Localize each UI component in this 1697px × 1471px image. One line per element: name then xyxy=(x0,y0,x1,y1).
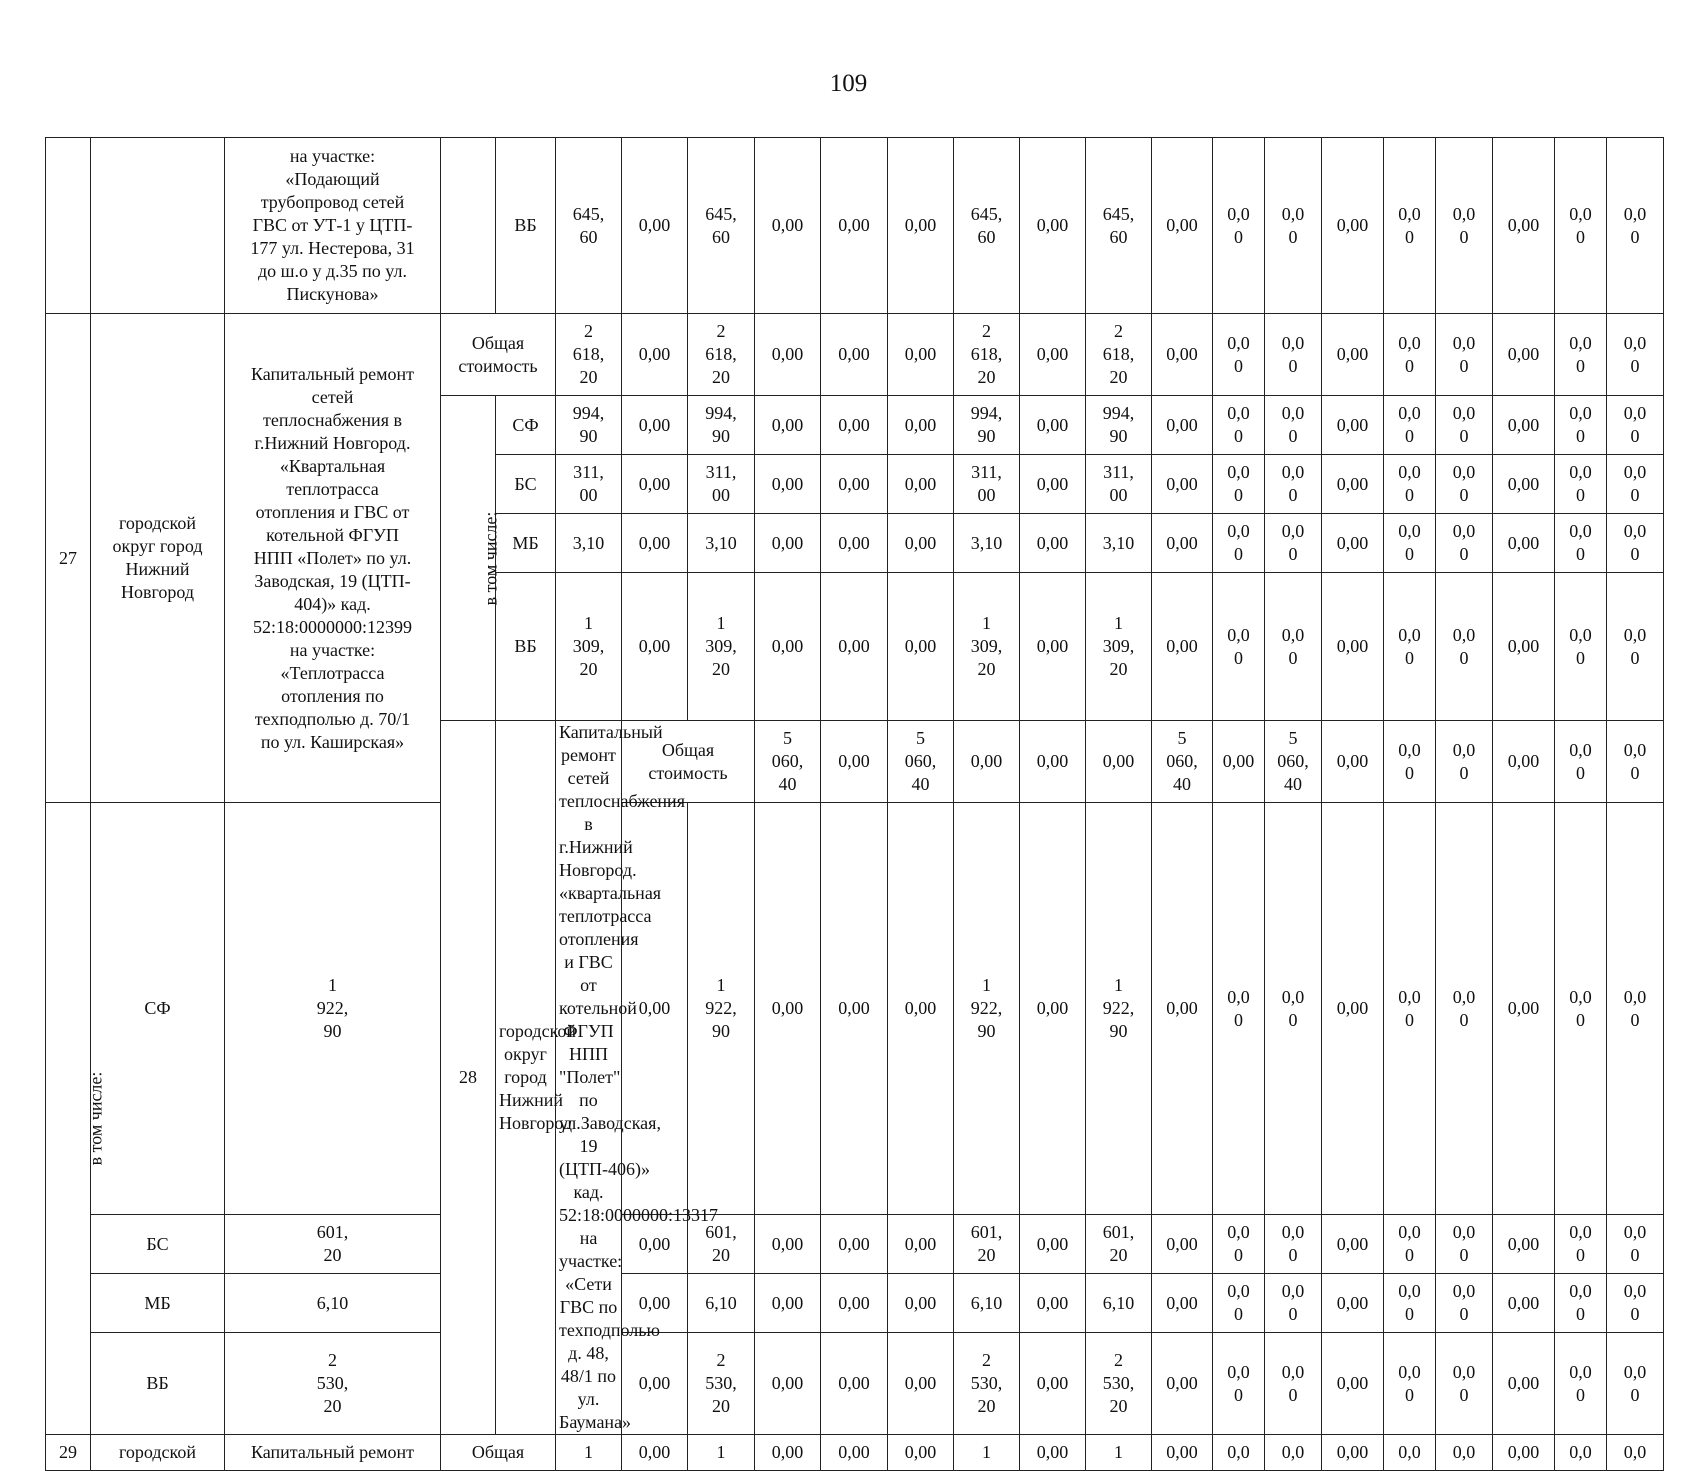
value-cell: 0,00 xyxy=(1493,1435,1555,1471)
value-cell: 0,00 xyxy=(1493,514,1555,573)
value-cell: 0,00 xyxy=(1493,721,1555,803)
value-cell: 0,00 xyxy=(1493,1333,1555,1435)
value-cell: 601, 20 xyxy=(225,1215,441,1274)
value-cell: 0,00 xyxy=(1322,1435,1384,1471)
row-28-sf xyxy=(46,803,1664,1215)
including-label-cell xyxy=(441,138,496,314)
value-cell: 0,00 xyxy=(1493,314,1555,396)
value-cell: 0,00 xyxy=(1152,396,1213,455)
district-cell: городской округ город Нижний Новгород xyxy=(91,314,225,803)
value-cell: 0,0 0 xyxy=(1607,314,1664,396)
value-cell: 0,00 xyxy=(821,803,888,1215)
value-cell: 0,00 xyxy=(622,314,688,396)
funding-source-cell: БС xyxy=(496,455,556,514)
value-cell: 0,00 xyxy=(888,573,954,721)
value-cell: 0,0 0 xyxy=(1607,455,1664,514)
value-cell: 1 922, 90 xyxy=(225,803,441,1215)
value-cell: 0,00 xyxy=(1020,514,1086,573)
value-cell: 0,00 xyxy=(1493,803,1555,1215)
value-cell: 0,00 xyxy=(1493,138,1555,314)
value-cell: 2 618, 20 xyxy=(556,314,622,396)
value-cell: 0,00 xyxy=(755,138,821,314)
value-cell: 0,00 xyxy=(1213,721,1265,803)
value-cell: 0,0 0 xyxy=(1555,1333,1607,1435)
row-number-cell: 27 xyxy=(46,314,91,803)
value-cell: 0,0 0 xyxy=(1213,514,1265,573)
value-cell: 0,00 xyxy=(1322,721,1384,803)
row-28-mb xyxy=(46,1274,1664,1333)
row-28-bs xyxy=(46,1215,1664,1274)
value-cell: 0,0 0 xyxy=(1384,803,1436,1215)
value-cell: 994, 90 xyxy=(556,396,622,455)
funding-source-cell: БС xyxy=(91,1215,225,1274)
value-cell: 0,0 0 xyxy=(1213,396,1265,455)
including-label: в том числе: xyxy=(85,1071,106,1166)
row-continuation-vb xyxy=(46,138,1664,314)
value-cell: 601, 20 xyxy=(954,1215,1020,1274)
value-cell: 0,00 xyxy=(821,314,888,396)
value-cell: 0,0 0 xyxy=(1213,803,1265,1215)
value-cell: 6,10 xyxy=(954,1274,1020,1333)
value-cell: 0,00 xyxy=(821,514,888,573)
value-cell: 0,00 xyxy=(755,314,821,396)
value-cell: 5 060, 40 xyxy=(755,721,821,803)
value-cell: 0,00 xyxy=(821,1435,888,1471)
value-cell: 0,0 0 xyxy=(1436,455,1493,514)
value-cell: 0,0 0 xyxy=(1555,1215,1607,1274)
value-cell: 0,00 xyxy=(755,1435,821,1471)
value-cell: 0,0 0 xyxy=(1384,1215,1436,1274)
value-cell: 0,00 xyxy=(1322,455,1384,514)
value-cell: 0,00 xyxy=(888,1274,954,1333)
value-cell: 0,00 xyxy=(755,1215,821,1274)
value-cell: 0,00 xyxy=(888,455,954,514)
value-cell: 0,0 0 xyxy=(1265,1215,1322,1274)
value-cell: 3,10 xyxy=(1086,514,1152,573)
value-cell: 0,00 xyxy=(1020,573,1086,721)
value-cell: 0,00 xyxy=(1322,573,1384,721)
value-cell: 0,0 0 xyxy=(1555,455,1607,514)
value-cell: 1 xyxy=(1086,1435,1152,1471)
value-cell: 0,00 xyxy=(821,1333,888,1435)
value-cell: 0,00 xyxy=(755,455,821,514)
value-cell: 0,00 xyxy=(755,803,821,1215)
value-cell: 0,00 xyxy=(755,1333,821,1435)
value-cell: 0,00 xyxy=(1152,514,1213,573)
district-cell xyxy=(91,138,225,314)
value-cell: 0,00 xyxy=(622,1435,688,1471)
value-cell: 0,0 xyxy=(1555,1435,1607,1471)
value-cell: 311, 00 xyxy=(556,455,622,514)
value-cell: 0,00 xyxy=(888,314,954,396)
value-cell: 0,0 0 xyxy=(1384,573,1436,721)
value-cell: 0,00 xyxy=(1493,1215,1555,1274)
value-cell: 0,0 0 xyxy=(1607,138,1664,314)
value-cell: 0,0 0 xyxy=(1436,1274,1493,1333)
value-cell: 0,00 xyxy=(622,138,688,314)
value-cell: 0,00 xyxy=(1020,138,1086,314)
value-cell: 0,00 xyxy=(1020,803,1086,1215)
value-cell: 0,0 0 xyxy=(1436,803,1493,1215)
value-cell: 0,0 0 xyxy=(1384,721,1436,803)
value-cell: 0,00 xyxy=(888,803,954,1215)
value-cell: 645, 60 xyxy=(556,138,622,314)
value-cell: 0,0 0 xyxy=(1555,314,1607,396)
value-cell: 0,0 0 xyxy=(1265,138,1322,314)
value-cell: 994, 90 xyxy=(954,396,1020,455)
value-cell: 0,0 0 xyxy=(1555,573,1607,721)
value-cell: 1 922, 90 xyxy=(688,803,755,1215)
value-cell: 0,0 0 xyxy=(1213,455,1265,514)
value-cell: 0,00 xyxy=(1322,1215,1384,1274)
value-cell: 0,00 xyxy=(1322,138,1384,314)
value-cell: 0,0 0 xyxy=(1384,1274,1436,1333)
value-cell: 0,0 0 xyxy=(1384,455,1436,514)
value-cell: 5 060, 40 xyxy=(888,721,954,803)
value-cell: 0,00 xyxy=(1020,314,1086,396)
value-cell: 645, 60 xyxy=(954,138,1020,314)
value-cell: 0,0 0 xyxy=(1436,396,1493,455)
value-cell: 0,0 0 xyxy=(1436,1215,1493,1274)
value-cell: 0,0 0 xyxy=(1384,138,1436,314)
value-cell: 0,0 xyxy=(1607,1435,1664,1471)
value-cell: 0,0 0 xyxy=(1265,455,1322,514)
value-cell: 1 309, 20 xyxy=(954,573,1020,721)
value-cell: 3,10 xyxy=(556,514,622,573)
funding-source-cell: СФ xyxy=(91,803,225,1215)
value-cell: 1 xyxy=(688,1435,755,1471)
value-cell: 0,00 xyxy=(1322,314,1384,396)
value-cell: 0,00 xyxy=(1152,314,1213,396)
row-number-cell: 29 xyxy=(46,1435,91,1471)
value-cell: 0,0 0 xyxy=(1265,1274,1322,1333)
value-cell: 0,00 xyxy=(1152,1274,1213,1333)
value-cell: 311, 00 xyxy=(1086,455,1152,514)
value-cell: 0,00 xyxy=(1322,1333,1384,1435)
value-cell: 0,00 xyxy=(888,1215,954,1274)
value-cell: 0,00 xyxy=(821,573,888,721)
value-cell: 0,00 xyxy=(821,1215,888,1274)
row-number-cell xyxy=(46,138,91,314)
value-cell: 0,00 xyxy=(1152,138,1213,314)
value-cell: 311, 00 xyxy=(954,455,1020,514)
value-cell: 0,00 xyxy=(1322,514,1384,573)
value-cell: 2 618, 20 xyxy=(1086,314,1152,396)
row-number-cell: 28 xyxy=(441,721,496,1435)
value-cell: 0,00 xyxy=(821,1274,888,1333)
value-cell: 0,00 xyxy=(622,455,688,514)
value-cell: 0,0 0 xyxy=(1213,1274,1265,1333)
value-cell: 3,10 xyxy=(954,514,1020,573)
value-cell: 0,00 xyxy=(1152,803,1213,1215)
value-cell: 0,0 0 xyxy=(1555,803,1607,1215)
value-cell: 0,00 xyxy=(1493,573,1555,721)
value-cell: 0,00 xyxy=(821,721,888,803)
value-cell: 0,0 0 xyxy=(1607,573,1664,721)
value-cell: 0,0 0 xyxy=(1265,573,1322,721)
value-cell: 0,00 xyxy=(1152,573,1213,721)
value-cell: 0,00 xyxy=(1152,455,1213,514)
value-cell: 2 530, 20 xyxy=(1086,1333,1152,1435)
value-cell: 5 060, 40 xyxy=(1265,721,1322,803)
value-cell: 0,00 xyxy=(755,573,821,721)
value-cell: 0,0 0 xyxy=(1555,721,1607,803)
value-cell: 0,00 xyxy=(821,455,888,514)
value-cell: 0,00 xyxy=(622,803,688,1215)
value-cell: 1 xyxy=(954,1435,1020,1471)
value-cell: 311, 00 xyxy=(688,455,755,514)
funding-source-cell: МБ xyxy=(496,514,556,573)
value-cell: 0,0 0 xyxy=(1607,514,1664,573)
value-cell: 0,00 xyxy=(1493,396,1555,455)
value-cell: 1 922, 90 xyxy=(954,803,1020,1215)
value-cell: 0,00 xyxy=(755,514,821,573)
financing-table xyxy=(45,137,1664,1471)
value-cell: 0,0 0 xyxy=(1213,573,1265,721)
value-cell: 0,00 xyxy=(1020,721,1086,803)
value-cell: 0,0 xyxy=(1436,1435,1493,1471)
value-cell: 0,00 xyxy=(622,396,688,455)
value-cell: 601, 20 xyxy=(1086,1215,1152,1274)
value-cell: 0,00 xyxy=(1020,1215,1086,1274)
value-cell: 0,0 0 xyxy=(1265,803,1322,1215)
district-cell: городской округ город Нижний Новгород xyxy=(496,721,556,1435)
value-cell: 0,0 0 xyxy=(1384,514,1436,573)
value-cell: 0,00 xyxy=(888,1333,954,1435)
value-cell: 0,00 xyxy=(1152,1215,1213,1274)
value-cell: 0,00 xyxy=(821,396,888,455)
including-label: в том числе: xyxy=(480,511,501,605)
value-cell: 0,00 xyxy=(1152,1333,1213,1435)
row-27-total xyxy=(46,314,1664,396)
value-cell: 6,10 xyxy=(1086,1274,1152,1333)
funding-source-cell: ВБ xyxy=(91,1333,225,1435)
value-cell: 0,0 xyxy=(1213,1435,1265,1471)
value-cell: 0,0 0 xyxy=(1555,514,1607,573)
value-cell: 0,0 0 xyxy=(1436,138,1493,314)
value-cell: 0,0 0 xyxy=(1555,138,1607,314)
value-cell: 0,0 0 xyxy=(1213,1333,1265,1435)
value-cell: 0,00 xyxy=(622,573,688,721)
value-cell: 0,0 0 xyxy=(1265,396,1322,455)
object-name-cell: Капитальный ремонт сетей теплоснабжения в г.Нижний Новгород. «Квартальная теплотрасса отопления и ГВС от котельной ФГУП НПП «Полет» по ул. Заводская, 19 (ЦТП- 404)» кад. 52:18:0000000:12399 на участке: «Теплотрасса отопления по техподполью д. 70/1 по ул. Каширская» xyxy=(225,314,441,803)
value-cell: 2 618, 20 xyxy=(688,314,755,396)
object-name-cell: Капитальный ремонт xyxy=(225,1435,441,1471)
value-cell: 0,00 xyxy=(1020,455,1086,514)
value-cell: 0,0 0 xyxy=(1213,1215,1265,1274)
value-cell: 0,0 xyxy=(1384,1435,1436,1471)
value-cell: 0,00 xyxy=(622,1333,688,1435)
value-cell: 0,0 0 xyxy=(1555,1274,1607,1333)
value-cell: 0,0 0 xyxy=(1436,314,1493,396)
value-cell: 994, 90 xyxy=(1086,396,1152,455)
value-cell: 2 530, 20 xyxy=(688,1333,755,1435)
total-cost-label: Общая xyxy=(441,1435,556,1471)
value-cell: 1 309, 20 xyxy=(556,573,622,721)
row-28-vb xyxy=(46,1333,1664,1435)
value-cell: 0,00 xyxy=(1020,1435,1086,1471)
row-29-total xyxy=(46,1435,1664,1471)
value-cell: 0,0 0 xyxy=(1436,1333,1493,1435)
including-label-cell xyxy=(46,803,106,1435)
total-cost-label: Общая стоимость xyxy=(622,721,755,803)
value-cell: 2 618, 20 xyxy=(954,314,1020,396)
value-cell: 0,00 xyxy=(1020,1274,1086,1333)
funding-source-cell: СФ xyxy=(496,396,556,455)
value-cell: 0,00 xyxy=(622,1274,688,1333)
value-cell: 0,0 0 xyxy=(1213,314,1265,396)
value-cell: 0,00 xyxy=(755,396,821,455)
value-cell: 0,00 xyxy=(1020,1333,1086,1435)
funding-source-cell: ВБ xyxy=(496,138,556,314)
value-cell: 0,0 0 xyxy=(1265,514,1322,573)
value-cell: 645, 60 xyxy=(688,138,755,314)
value-cell: 1 xyxy=(556,1435,622,1471)
value-cell: 0,00 xyxy=(1020,396,1086,455)
value-cell: 5 060, 40 xyxy=(1152,721,1213,803)
value-cell: 0,0 0 xyxy=(1384,314,1436,396)
value-cell: 0,0 0 xyxy=(1265,314,1322,396)
value-cell: 0,00 xyxy=(821,138,888,314)
value-cell: 0,00 xyxy=(1152,1435,1213,1471)
district-cell: городской xyxy=(91,1435,225,1471)
value-cell: 6,10 xyxy=(688,1274,755,1333)
value-cell: 0,00 xyxy=(1322,803,1384,1215)
value-cell: 0,0 0 xyxy=(1607,396,1664,455)
value-cell: 0,0 0 xyxy=(1436,721,1493,803)
value-cell: 0,00 xyxy=(1322,396,1384,455)
value-cell: 0,00 xyxy=(755,1274,821,1333)
value-cell: 6,10 xyxy=(225,1274,441,1333)
value-cell: 601, 20 xyxy=(688,1215,755,1274)
value-cell: 0,00 xyxy=(888,514,954,573)
value-cell: 1 309, 20 xyxy=(1086,573,1152,721)
value-cell: 0,00 xyxy=(888,396,954,455)
value-cell: 0,0 0 xyxy=(1607,1215,1664,1274)
value-cell: 0,00 xyxy=(954,721,1020,803)
value-cell: 3,10 xyxy=(688,514,755,573)
value-cell: 0,00 xyxy=(1493,1274,1555,1333)
value-cell: 0,00 xyxy=(622,1215,688,1274)
total-cost-label: Общая стоимость xyxy=(441,314,556,396)
value-cell: 0,00 xyxy=(622,514,688,573)
value-cell: 2 530, 20 xyxy=(225,1333,441,1435)
value-cell: 0,0 0 xyxy=(1384,396,1436,455)
value-cell: 0,00 xyxy=(1493,455,1555,514)
funding-source-cell: ВБ xyxy=(496,573,556,721)
object-name-cell: на участке: «Подающий трубопровод сетей ГВС от УТ-1 у ЦТП- 177 ул. Нестерова, 31 до ш.о у д.35 по ул. Пискунова» xyxy=(225,138,441,314)
value-cell: 0,0 0 xyxy=(1555,396,1607,455)
value-cell: 0,00 xyxy=(888,1435,954,1471)
value-cell: 0,0 0 xyxy=(1607,1274,1664,1333)
value-cell: 0,0 0 xyxy=(1607,721,1664,803)
value-cell: 0,0 0 xyxy=(1384,1333,1436,1435)
value-cell: 645, 60 xyxy=(1086,138,1152,314)
value-cell: 0,0 0 xyxy=(1607,803,1664,1215)
value-cell: 0,00 xyxy=(1086,721,1152,803)
value-cell: 994, 90 xyxy=(688,396,755,455)
value-cell: 0,00 xyxy=(888,138,954,314)
value-cell: 0,0 0 xyxy=(1607,1333,1664,1435)
value-cell: 0,0 0 xyxy=(1436,573,1493,721)
object-name-cell: Капитальный ремонт сетей теплоснабжения в г.Нижний Новгород. «квартальная теплотрасса отопления и ГВС от котельной ФГУП НПП "Полет" по ул.Заводская, 19 (ЦТП-406)» кад. 52:18:0000000:13317 на участке: «Сети ГВС по техподполью д. 48, 48/1 по ул. Баумана» xyxy=(556,721,622,1435)
value-cell: 0,0 0 xyxy=(1265,1333,1322,1435)
value-cell: 0,0 xyxy=(1265,1435,1322,1471)
value-cell: 0,00 xyxy=(1322,1274,1384,1333)
value-cell: 0,0 0 xyxy=(1436,514,1493,573)
value-cell: 2 530, 20 xyxy=(954,1333,1020,1435)
value-cell: 0,0 0 xyxy=(1213,138,1265,314)
including-label-cell xyxy=(441,396,501,721)
funding-source-cell: МБ xyxy=(91,1274,225,1333)
page-number: 109 xyxy=(829,70,868,97)
value-cell: 1 309, 20 xyxy=(688,573,755,721)
value-cell: 1 922, 90 xyxy=(1086,803,1152,1215)
